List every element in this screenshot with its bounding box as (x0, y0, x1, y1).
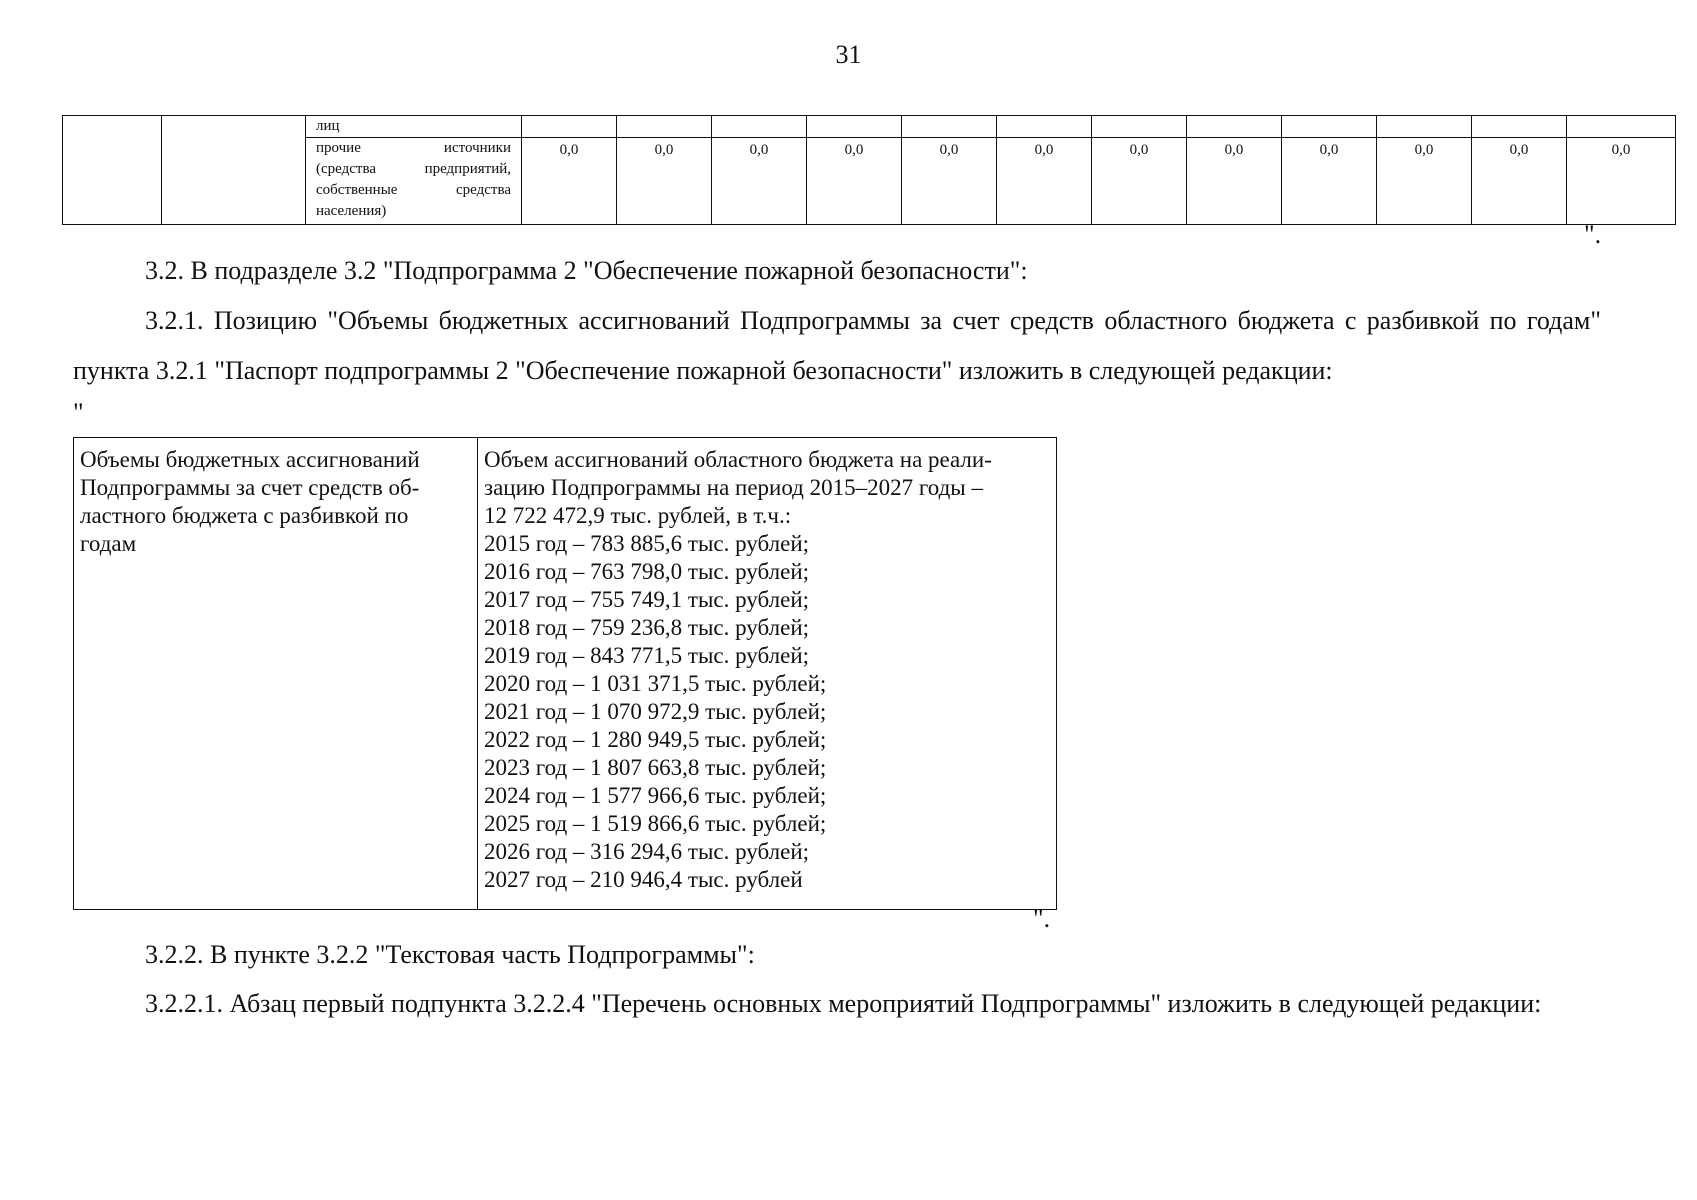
year-allocation: 2018 год – 759 236,8 тыс. рублей; (484, 615, 810, 640)
value-cell: 0,0 (1282, 138, 1377, 225)
row-label-other-sources: прочие источники (средства предприятий, собственные средства населения) (306, 138, 522, 225)
year-allocation: 2021 год – 1 070 972,9 тыс. рублей; (484, 699, 827, 724)
value-cell: 0,0 (1187, 138, 1282, 225)
value-cell: 0,0 (997, 138, 1092, 225)
year-allocation: 2019 год – 843 771,5 тыс. рублей; (484, 643, 810, 668)
passport-position-label: Объемы бюджетных ассигнований Подпрограммы за счет средств об- ластного бюджета с разбивкой по годам (74, 438, 478, 910)
paragraph-3-2-1: 3.2.1. Позицию "Объемы бюджетных ассигнований Подпрограммы за счет средств областного бюджета с разбивкой по годам" пункта 3.2.1 "Паспорт подпрограммы 2 "Обеспечение пожарной безопасности" изложить в следующей редакции: (73, 306, 1601, 385)
paragraph-3-2-2: 3.2.2. В пункте 3.2.2 "Текстовая часть Подпрограммы": (145, 940, 755, 969)
year-allocation: 2025 год – 1 519 866,6 тыс. рублей; (484, 811, 827, 836)
table-cell-empty (63, 116, 162, 225)
year-allocation: 2022 год – 1 280 949,5 тыс. рублей; (484, 727, 827, 752)
row-label-persons: лиц (306, 116, 522, 138)
value-cell: 0,0 (807, 138, 902, 225)
year-allocation: 2016 год – 763 798,0 тыс. рублей; (484, 559, 810, 584)
passport-table (73, 437, 1057, 910)
value-cell: 0,0 (1092, 138, 1187, 225)
paragraph-3-2-2-1: 3.2.2.1. Абзац первый подпункта 3.2.2.4 "Перечень основных мероприятий Подпрограммы" изложить в следующей редакции: (145, 989, 1542, 1018)
table-cell-empty (162, 116, 306, 225)
value-cell: 0,0 (902, 138, 997, 225)
closing-quote: ". (1033, 904, 1051, 933)
year-allocation: 2026 год – 316 294,6 тыс. рублей; (484, 839, 810, 864)
year-allocation: 2017 год – 755 749,1 тыс. рублей; (484, 587, 810, 612)
value-cell: 0,0 (712, 138, 807, 225)
page-number: 31 (835, 40, 862, 69)
year-allocation: 2027 год – 210 946,4 тыс. рублей (484, 867, 803, 892)
paragraph-3-2: 3.2. В подразделе 3.2 "Подпрограмма 2 "Обеспечение пожарной безопасности": (145, 256, 1028, 285)
year-allocation: 2024 год – 1 577 966,6 тыс. рублей; (484, 783, 827, 808)
value-cell: 0,0 (1472, 138, 1567, 225)
opening-quote: " (73, 398, 84, 427)
passport-position-value: Объем ассигнований областного бюджета на реали- зацию Подпрограммы на период 2015–2027 годы – 12 722 472,9 тыс. рублей, в т.ч.: 2015 год – 783 885,6 тыс. рублей; 2016 год – 763 798,0 тыс. рублей; 2017 год – 755 749,1 тыс. рублей; 2018 год – 759 236,8 тыс. рублей; 2019 год – 843 771,5 тыс. рублей; 2020 год – 1 031 371,5 тыс. рублей; 2021 год – 1 070 972,9 тыс. рублей; 2022 год – 1 280 949,5 тыс. рублей; 2023 год – 1 807 663,8 тыс. рублей; 2024 год – 1 577 966,6 тыс. рублей; 2025 год – 1 519 866,6 тыс. рублей; 2026 год – 316 294,6 тыс. рублей; 2027 год – 210 946,4 тыс. рублей (478, 438, 1057, 910)
table-row (63, 116, 1676, 138)
value-cell: 0,0 (1377, 138, 1472, 225)
yearly-allocations-list (484, 530, 1050, 894)
year-allocation: 2023 год – 1 807 663,8 тыс. рублей; (484, 755, 827, 780)
year-allocation: 2015 год – 783 885,6 тыс. рублей; (484, 531, 810, 556)
value-cell: 0,0 (1567, 138, 1676, 225)
funding-sources-table (62, 115, 1676, 225)
year-allocation: 2020 год – 1 031 371,5 тыс. рублей; (484, 671, 827, 696)
table-row (74, 438, 1057, 910)
value-cell: 0,0 (522, 138, 617, 225)
value-cell: 0,0 (617, 138, 712, 225)
closing-quote: ". (1584, 220, 1602, 249)
